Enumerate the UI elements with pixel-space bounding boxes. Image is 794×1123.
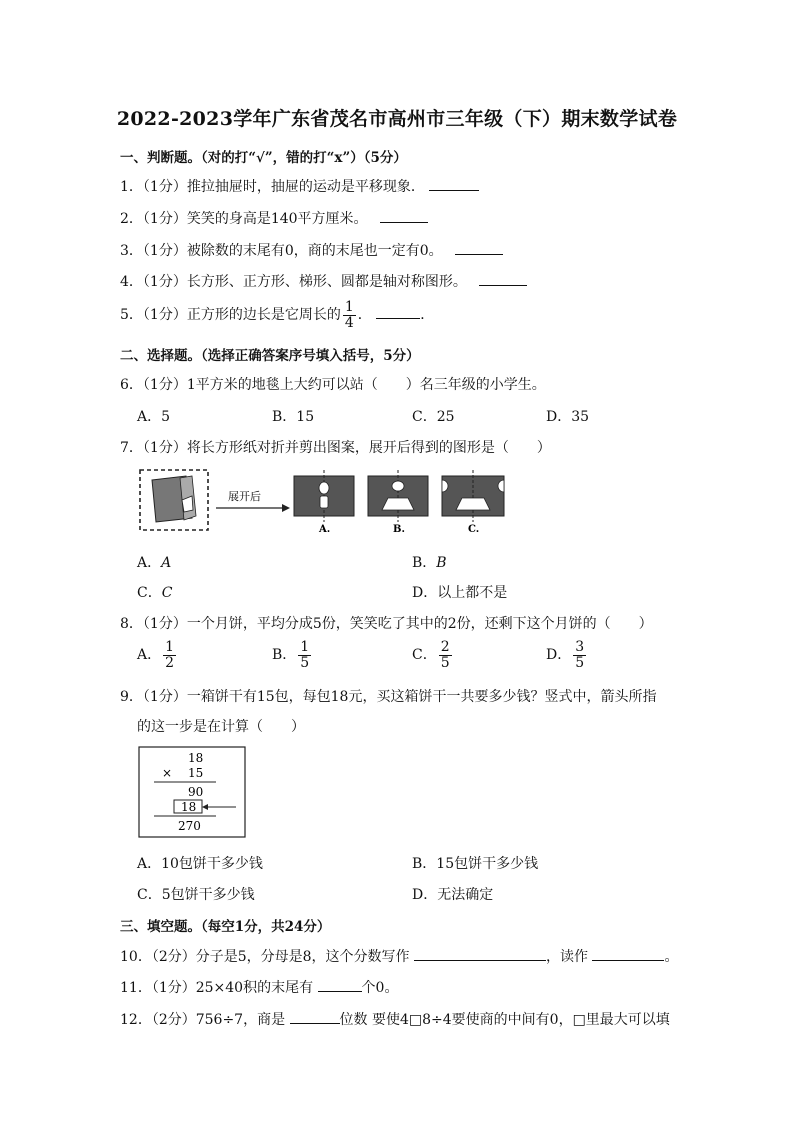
option-label: C． xyxy=(137,585,162,601)
question-3 xyxy=(120,240,503,260)
page-title: 2022-2023学年广东省茂名市高州市三年级（下）期末数学试卷 xyxy=(116,108,678,130)
arrow-head-icon xyxy=(282,504,290,512)
cutout xyxy=(392,481,404,491)
answer-blank[interactable] xyxy=(429,176,479,191)
answer-blank[interactable] xyxy=(414,946,546,961)
fraction-numerator: 1 xyxy=(300,639,310,655)
question-4 xyxy=(120,271,527,291)
option-d[interactable] xyxy=(546,640,588,670)
option-a[interactable]: A．5 xyxy=(137,409,171,425)
question-12-text: 12．（2分）756÷7，商是 xyxy=(120,1012,286,1028)
option-a[interactable]: A．10包饼干多少钱 xyxy=(137,856,263,872)
answer-blank[interactable] xyxy=(380,208,428,223)
section-heading-3: 三、填空题。（每空1分，共24分） xyxy=(120,919,331,935)
fraction xyxy=(439,640,452,670)
option-label: B． xyxy=(412,555,437,571)
question-11 xyxy=(120,977,398,997)
shape-c-label: C. xyxy=(468,524,480,535)
option-c[interactable] xyxy=(412,640,454,670)
fraction-numerator: 1 xyxy=(165,639,175,655)
folding-figure-svg xyxy=(136,466,508,536)
option-value: A xyxy=(161,555,172,571)
punctuation: ． xyxy=(420,307,435,324)
question-1 xyxy=(120,176,479,196)
fraction-denominator: 2 xyxy=(165,654,175,671)
section-heading-1: 一、判断题。（对的打“√”，错的打“x”）（5分） xyxy=(120,150,407,166)
calc-multiplicand: 18 xyxy=(188,751,204,765)
calc-partial-1: 90 xyxy=(188,785,204,799)
option-c[interactable]: C．25 xyxy=(412,409,455,425)
cutout xyxy=(320,496,328,508)
option-value: C xyxy=(161,585,173,601)
option-c[interactable] xyxy=(137,582,172,602)
option-label: A． xyxy=(137,555,162,571)
question-10-text: 10．（2分）分子是5，分母是8，这个分数写作 xyxy=(120,949,410,965)
fraction-denominator: 5 xyxy=(300,654,310,671)
shape-a-label: A. xyxy=(319,524,331,535)
question-10-text: ，读作 xyxy=(546,949,588,965)
option-b[interactable]: B．15包饼干多少钱 xyxy=(412,856,539,872)
calc-partial-2: 18 xyxy=(181,800,197,814)
option-b[interactable] xyxy=(412,552,447,572)
answer-blank[interactable] xyxy=(455,240,503,255)
question-3-text: 3．（1分）被除数的末尾有0，商的末尾也一定有0。 xyxy=(120,243,443,259)
cutout xyxy=(382,498,414,510)
question-1-text: 1．（1分）推拉抽屉时，抽屉的运动是平移现象． xyxy=(120,179,425,195)
answer-blank[interactable] xyxy=(592,946,664,961)
fraction xyxy=(573,640,586,670)
cutout xyxy=(456,498,490,510)
fraction xyxy=(343,300,356,330)
punctuation: ． xyxy=(357,307,372,324)
calc-result: 270 xyxy=(178,819,201,833)
option-d[interactable]: D．以上都不是 xyxy=(412,585,508,601)
times-sign: × xyxy=(162,766,173,780)
option-a[interactable] xyxy=(137,640,178,670)
cutout xyxy=(319,482,329,494)
question-2 xyxy=(120,208,428,228)
option-label: B． xyxy=(272,647,297,664)
option-b[interactable]: B．15 xyxy=(272,409,315,425)
option-label: C． xyxy=(412,647,437,664)
option-d[interactable]: D．无法确定 xyxy=(412,887,494,903)
fraction-denominator: 5 xyxy=(440,654,450,671)
section-heading-2: 二、选择题。（选择正确答案序号填入括号，5分） xyxy=(120,348,420,364)
fraction-denominator: 5 xyxy=(575,654,585,671)
fraction-numerator: 3 xyxy=(575,639,585,655)
question-10 xyxy=(120,946,678,966)
answer-blank[interactable] xyxy=(318,977,362,992)
option-label: D． xyxy=(546,647,572,664)
option-a[interactable] xyxy=(137,552,171,572)
question-12-text: 位数 要使4□8÷4要使商的中间有0，□里最大可以填 xyxy=(339,1012,670,1028)
fraction-numerator: 2 xyxy=(440,639,450,655)
folding-figure xyxy=(136,466,508,540)
question-11-text: 11．（1分）25×40积的末尾有 xyxy=(120,980,314,996)
question-9-line-1: 9．（1分）一箱饼干有15包，每包18元，买这箱饼干一共要多少钱？竖式中，箭头所指 xyxy=(120,689,657,705)
fraction-denominator: 4 xyxy=(344,314,354,331)
question-12 xyxy=(120,1009,670,1029)
question-2-text: 2．（1分）笑笑的身高是140平方厘米。 xyxy=(120,211,368,227)
answer-blank[interactable] xyxy=(290,1009,340,1024)
punctuation: 。 xyxy=(664,949,679,965)
option-label: A． xyxy=(137,647,162,664)
vertical-multiplication-figure xyxy=(138,746,246,842)
answer-blank[interactable] xyxy=(376,304,420,319)
question-5-text: 5．（1分）正方形的边长是它周长的 xyxy=(120,307,341,324)
answer-blank[interactable] xyxy=(479,271,527,286)
question-4-text: 4．（1分）长方形、正方形、梯形、圆都是轴对称图形。 xyxy=(120,274,467,290)
question-8: 8．（1分）一个月饼，平均分成5份，笑笑吃了其中的2份，还剩下这个月饼的（ ） xyxy=(120,616,653,632)
fraction xyxy=(163,640,176,670)
vertical-multiplication-svg xyxy=(138,746,246,838)
question-6: 6．（1分）1平方米的地毯上大约可以站（ ）名三年级的小学生。 xyxy=(120,377,546,393)
shape-b-label: B. xyxy=(393,524,405,535)
arrow-label: 展开后 xyxy=(228,490,261,503)
fraction-numerator: 1 xyxy=(344,299,354,315)
fraction xyxy=(298,640,311,670)
calc-multiplier: 15 xyxy=(188,766,204,780)
option-c[interactable]: C．5包饼干多少钱 xyxy=(137,887,255,903)
question-5 xyxy=(120,300,434,330)
question-7: 7．（1分）将长方形纸对折并剪出图案，展开后得到的图形是（ ） xyxy=(120,440,551,456)
question-9-line-2: 的这一步是在计算（ ） xyxy=(137,719,305,735)
option-d[interactable]: D．35 xyxy=(546,409,590,425)
option-b[interactable] xyxy=(272,640,313,670)
option-value: B xyxy=(436,555,447,571)
question-11-text: 个0。 xyxy=(361,980,399,996)
